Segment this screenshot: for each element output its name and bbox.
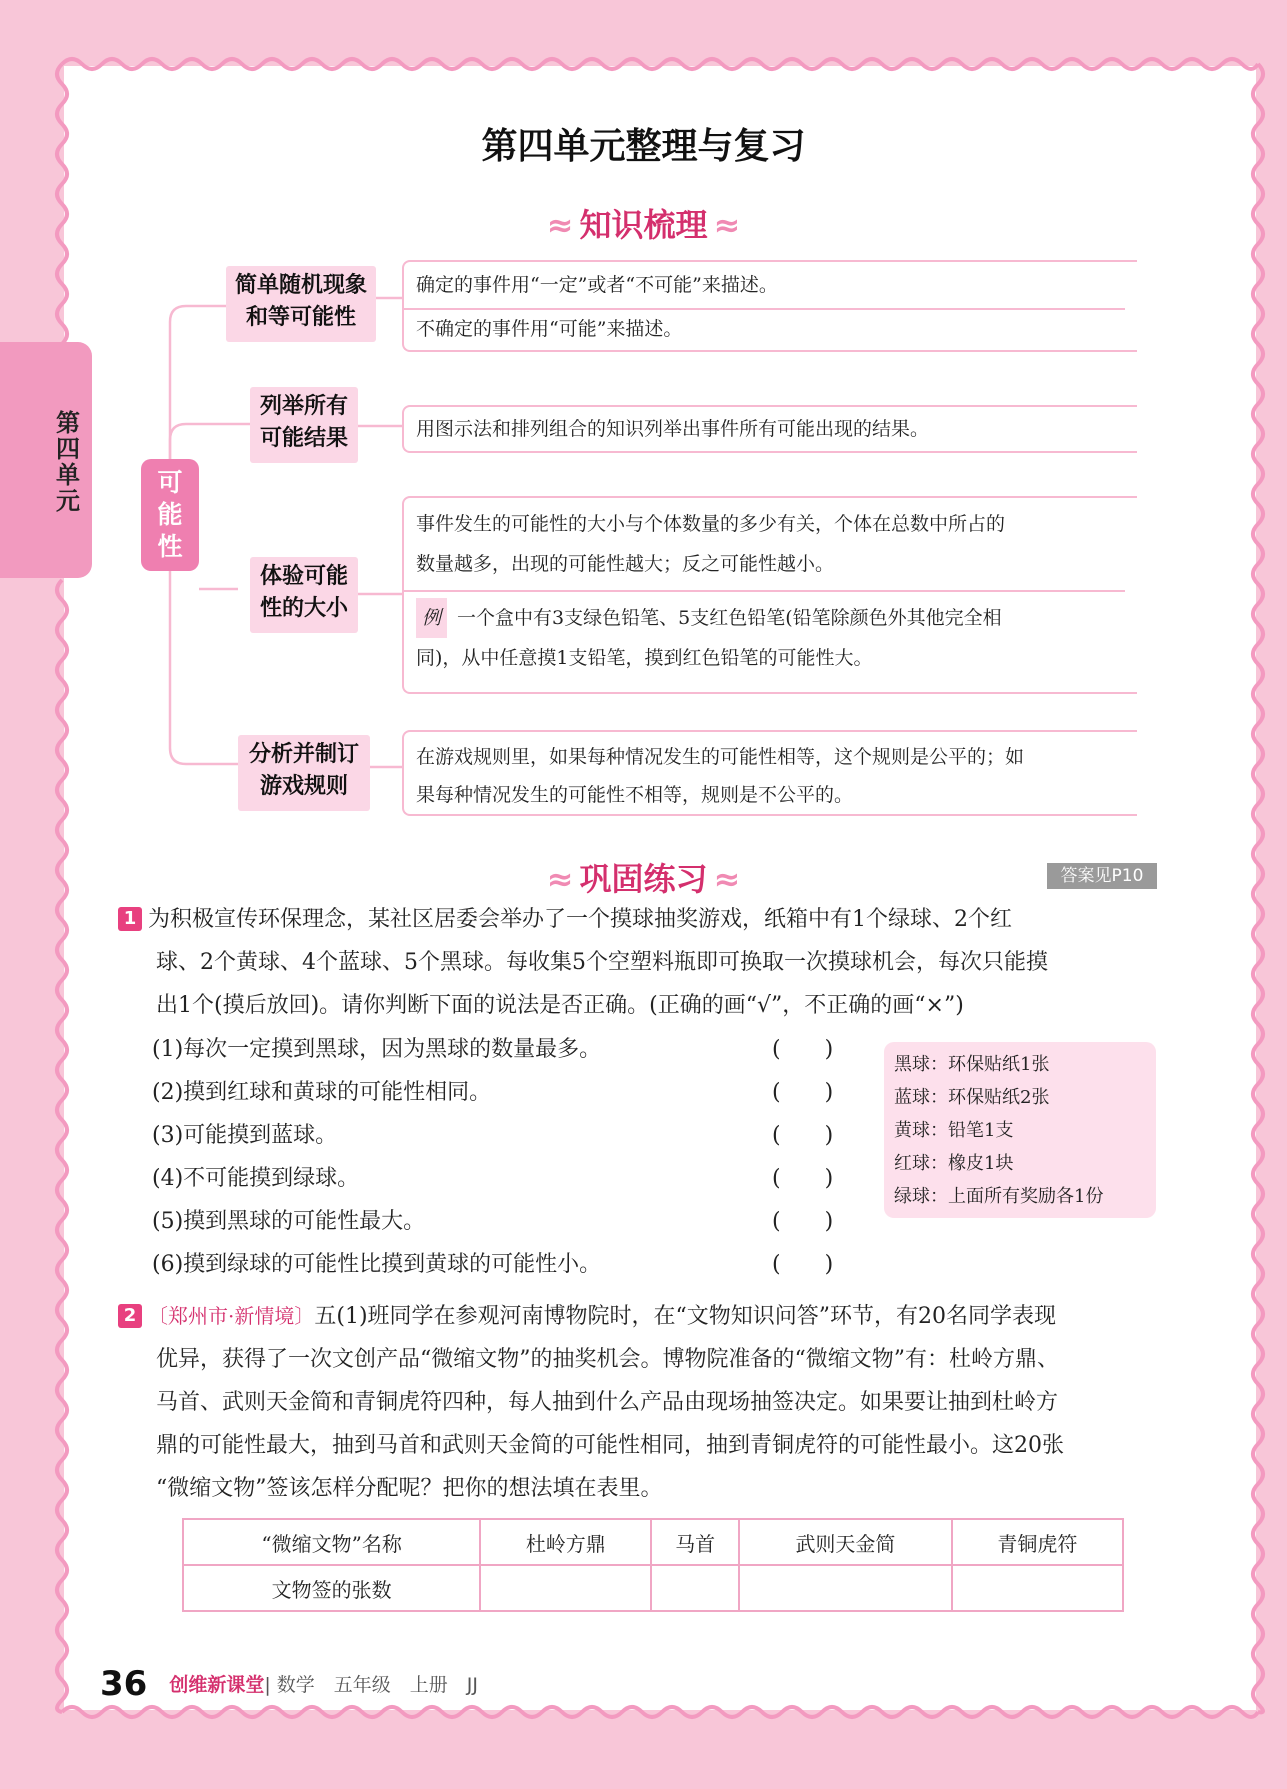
- leaf-list-outcomes: [402, 405, 1137, 453]
- branch-label-line: 可能结果: [259, 426, 348, 451]
- example-text: 同)，从中任意摸1支铅笔，摸到红色铅笔的可能性大。: [416, 647, 873, 669]
- prize-item: 绿球：上面所有奖励各1份: [894, 1186, 1104, 1207]
- example-text: 一个盒中有3支绿色铅笔、5支红色铅笔(铅笔除颜色外其他完全相: [457, 607, 1002, 629]
- branch-list-outcomes: [250, 387, 358, 463]
- judgment-text: (1)每次一定摸到黑球，因为黑球的数量最多。: [152, 1037, 602, 1062]
- judgment-item: [152, 1243, 872, 1286]
- question-text: 鼎的可能性最大，抽到马首和武则天金简的可能性相同，抽到青铜虎符的可能性最小。这20张: [156, 1433, 1064, 1458]
- leaf-text: 在游戏规则里，如果每种情况发生的可能性相等，这个规则是公平的；如: [416, 746, 1025, 768]
- footer-book-info: | 数学 五年级 上册 JJ: [264, 1674, 478, 1696]
- table-row-label: 文物签的张数: [183, 1565, 480, 1611]
- table-header-cell: 青铜虎符: [952, 1519, 1123, 1565]
- branch-probability-size: [250, 557, 358, 633]
- table-header-cell: 马首: [651, 1519, 739, 1565]
- branch-label-line: 体验可能: [259, 564, 348, 589]
- question-source-tag: 〔郑州市·新情境〕: [148, 1304, 315, 1328]
- question-text: “微缩文物”签该怎样分配呢？把你的想法填在表里。: [156, 1476, 663, 1501]
- question-text: 为积极宣传环保理念，某社区居委会举办了一个摸球抽奖游戏，纸箱中有1个绿球、2个红: [148, 907, 1012, 932]
- section-practice-label: 巩固练习: [579, 860, 708, 898]
- answer-reference-tag: 答案见P10: [1047, 863, 1157, 889]
- judgment-item: [152, 1200, 872, 1243]
- leaf-text: 确定的事件用“一定”或者“不可能”来描述。: [416, 274, 778, 296]
- answer-blank[interactable]: ( ): [772, 1123, 834, 1148]
- wave-deco-right: ≈: [713, 206, 741, 244]
- judgment-text: (5)摸到黑球的可能性最大。: [152, 1209, 426, 1234]
- footer-brand: 创维新课堂: [169, 1674, 265, 1696]
- question-text: 马首、武则天金简和青铜虎符四种，每人抽到什么产品由现场抽签决定。如果要让抽到杜岭方: [156, 1390, 1059, 1415]
- leaf-text: 数量越多，出现的可能性越大；反之可能性越小。: [416, 553, 835, 575]
- prize-item: 黄球：铅笔1支: [894, 1120, 1014, 1141]
- leaf-random-events: [402, 260, 1137, 352]
- answer-cell[interactable]: [739, 1565, 952, 1611]
- branch-label-line: 简单随机现象: [234, 273, 367, 298]
- table-header-cell: “微缩文物”名称: [183, 1519, 480, 1565]
- prize-item: 红球：橡皮1块: [894, 1153, 1014, 1174]
- table-header-cell: 武则天金简: [739, 1519, 952, 1565]
- example-badge: 例: [416, 598, 447, 638]
- wave-deco-left: ≈: [546, 860, 574, 898]
- question-2: [118, 1295, 1163, 1510]
- leaf-text: 用图示法和排列组合的知识列举出事件所有可能出现的结果。: [416, 418, 930, 440]
- allocation-table: [182, 1518, 1124, 1612]
- branch-label-line: 分析并制订: [248, 742, 359, 767]
- leaf-game-rules: [402, 730, 1137, 816]
- leaf-text: 事件发生的可能性的大小与个体数量的多少有关，个体在总数中所占的: [416, 513, 1006, 535]
- prize-item: 蓝球：环保贴纸2张: [894, 1087, 1050, 1108]
- answer-cell[interactable]: [480, 1565, 651, 1611]
- judgment-item: [152, 1157, 872, 1200]
- mindmap-root-label: 可能性: [157, 468, 183, 561]
- page-footer: [100, 1664, 478, 1704]
- question-number-badge: 1: [118, 907, 142, 931]
- branch-game-rules: [238, 735, 370, 811]
- judgment-item: [152, 1114, 872, 1157]
- judgment-text: (2)摸到红球和黄球的可能性相同。: [152, 1080, 492, 1105]
- wave-deco-left: ≈: [546, 206, 574, 244]
- branch-label-line: 游戏规则: [259, 774, 348, 799]
- leaf-probability-size: [402, 496, 1137, 694]
- judgment-item: [152, 1071, 872, 1114]
- branch-label-line: 和等可能性: [245, 305, 356, 330]
- answer-blank[interactable]: ( ): [772, 1209, 834, 1234]
- page-title: 第四单元整理与复习: [481, 126, 806, 167]
- question-text: 优异，获得了一次文创产品“微缩文物”的抽奖机会。博物院准备的“微缩文物”有：杜岭方鼎、: [156, 1347, 1059, 1372]
- judgment-item: [152, 1028, 872, 1071]
- table-header-cell: 杜岭方鼎: [480, 1519, 651, 1565]
- branch-label-line: 列举所有: [259, 394, 348, 419]
- prize-item: 黑球：环保贴纸1张: [894, 1054, 1050, 1075]
- answer-cell[interactable]: [651, 1565, 739, 1611]
- branch-label-line: 性的大小: [259, 596, 348, 621]
- answer-cell[interactable]: [952, 1565, 1123, 1611]
- question-number-badge: 2: [118, 1304, 142, 1328]
- table-header-row: [183, 1519, 1123, 1565]
- wave-deco-right: ≈: [713, 860, 741, 898]
- mindmap-root: [141, 459, 199, 571]
- answer-blank[interactable]: ( ): [772, 1252, 834, 1277]
- question-text: 球、2个黄球、4个蓝球、5个黑球。每收集5个空塑料瓶即可换取一次摸球机会，每次只能摸: [156, 950, 1048, 975]
- page-number: 36: [100, 1664, 148, 1704]
- section-knowledge-label: 知识梳理: [579, 206, 708, 244]
- leaf-text: 果每种情况发生的可能性不相等，规则是不公平的。: [416, 784, 854, 806]
- branch-random-events: [226, 266, 376, 342]
- example-line: [404, 590, 1125, 638]
- table-row: [183, 1565, 1123, 1611]
- unit-side-tab-label: 第四单元: [56, 409, 80, 515]
- judgment-text: (3)可能摸到蓝球。: [152, 1123, 338, 1148]
- answer-blank[interactable]: ( ): [772, 1080, 834, 1105]
- question-text: 五(1)班同学在参观河南博物院时，在“文物知识问答”环节，有20名同学表现: [314, 1304, 1057, 1329]
- question-text: 出1个(摸后放回)。请你判断下面的说法是否正确。(正确的画“√”，不正确的画“×”): [156, 993, 964, 1018]
- answer-blank[interactable]: ( ): [772, 1166, 834, 1191]
- judgment-text: (6)摸到绿球的可能性比摸到黄球的可能性小。: [152, 1252, 602, 1277]
- leaf-text: 不确定的事件用“可能”来描述。: [404, 308, 1125, 348]
- judgment-items: [152, 1028, 872, 1286]
- prize-list-box: [884, 1042, 1156, 1218]
- answer-blank[interactable]: ( ): [772, 1037, 834, 1062]
- question-1: [118, 898, 1163, 1027]
- judgment-text: (4)不可能摸到绿球。: [152, 1166, 360, 1191]
